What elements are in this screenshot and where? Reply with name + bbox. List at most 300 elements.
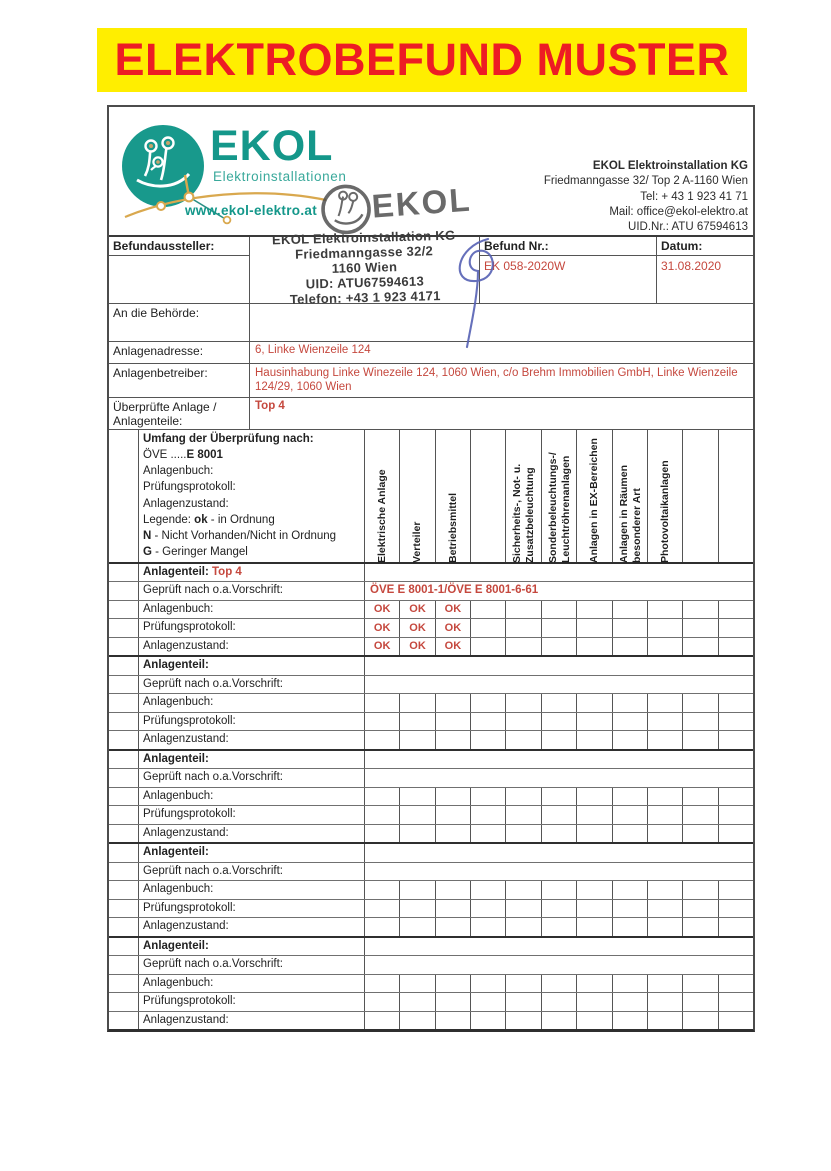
section-row-anlagenzustand [109,917,753,936]
check-cell [613,619,648,637]
anlagenteil-section-2 [109,655,753,749]
gepruft-value-cell [365,676,753,694]
gepruft-value-cell [365,769,753,787]
stamp-line: EKOL Elektroinstallation KG [271,227,456,248]
check-cell [542,619,577,637]
check-cell [471,601,506,619]
check-cell [613,825,648,843]
check-cell [542,731,577,749]
check-cell [365,993,400,1011]
check-cell [542,601,577,619]
anlagenteil-label: Anlagenteil: [143,565,209,578]
company-name: EKOL Elektroinstallation KG [592,160,748,172]
section-row-anlagenteil [109,938,753,956]
check-cell [506,806,541,824]
pruefungsprotokoll-label: Prüfungsprotokoll: [139,713,365,731]
check-cell [719,788,753,806]
check-cell [577,825,612,843]
check-cell [365,825,400,843]
pruefungsprotokoll-cells [365,993,753,1011]
check-cell [506,918,541,936]
company-stamp [249,227,480,308]
anlagenteil-label: Anlagenteil: [143,752,209,765]
check-cell [648,881,683,899]
margin-strip [109,788,139,806]
check-cell [577,788,612,806]
check-column-9 [648,430,683,562]
check-cell [719,619,753,637]
anlagenbuch-label: Anlagenbuch: [139,788,365,806]
check-cell [613,975,648,993]
check-cell [365,788,400,806]
check-cell [613,713,648,731]
margin-strip [109,731,139,749]
befund-nr-label: Befund Nr.: [480,237,656,256]
check-cell [471,900,506,918]
margin-strip [109,619,139,637]
margin-strip [109,956,139,974]
anlagenbetreiber-label: Anlagenbetreiber: [109,364,250,397]
section-row-pruefungsprotokoll [109,805,753,824]
check-cell [436,993,471,1011]
check-cell [719,900,753,918]
check-column-10 [683,430,718,562]
ueberpruefte-anlage-label: Überprüfte Anlage / Anlagenteile: [109,398,250,429]
check-cell [436,694,471,712]
check-cell [506,993,541,1011]
check-cell [683,694,718,712]
check-cell [613,918,648,936]
anlagenzustand-cells [365,825,753,843]
umfang-anlagenbuch: Anlagenbuch: [143,465,214,478]
check-cell [648,993,683,1011]
check-column-label [720,434,753,565]
margin-strip [109,825,139,843]
check-cell: OK [365,619,400,637]
check-cell [400,825,435,843]
befund-nr-value: EK 058-2020W [484,259,566,273]
check-cell [613,993,648,1011]
margin-strip [109,844,139,862]
margin-strip [109,564,139,582]
company-address-block [544,159,748,235]
check-cell [400,1012,435,1030]
section-row-gepruft [109,768,753,787]
check-cell [648,900,683,918]
check-cell [471,713,506,731]
check-column-label: Elektrische Anlage [376,469,389,563]
check-cell [400,881,435,899]
check-column-label: Sonderbeleuchtungs-/ Leuchtröhrenanlagen [546,452,572,563]
margin-strip [109,1012,139,1030]
anlagenteil-label: Anlagenteil: [143,939,209,952]
margin-strip [109,881,139,899]
check-cell [436,1012,471,1030]
gepruft-value-cell [365,863,753,881]
check-cell [648,619,683,637]
section-row-pruefungsprotokoll [109,992,753,1011]
anlagenteil-label-cell [139,657,365,675]
check-cell [436,881,471,899]
datum-value: 31.08.2020 [661,259,722,273]
stamp-line: UID: ATU67594613 [305,273,425,292]
section-row-gepruft [109,675,753,694]
gepruft-value-cell: ÖVE E 8001-1/ÖVE E 8001-6-61 [370,584,539,596]
section-row-anlagenbuch [109,787,753,806]
check-column-6 [542,430,577,562]
anlagenteil-value-cell [365,657,753,675]
check-cell [506,788,541,806]
check-cell [683,825,718,843]
margin-strip [109,713,139,731]
check-cell [436,975,471,993]
check-cell [471,731,506,749]
check-cell [683,975,718,993]
anlagenteil-value-cell [365,564,753,582]
check-cell [577,694,612,712]
check-column-3 [436,430,471,562]
behoerde-value [250,304,753,341]
ekol-logo-subtitle: Elektroinstallationen [213,169,347,184]
check-cell [400,975,435,993]
pruefungsprotokoll-label: Prüfungsprotokoll: [139,993,365,1011]
check-cell [400,694,435,712]
check-cell [471,638,506,656]
check-cell [648,788,683,806]
check-column-7 [577,430,612,562]
check-cell [542,806,577,824]
check-cell: OK [436,619,471,637]
check-cell [506,900,541,918]
pruefungsprotokoll-cells [365,900,753,918]
check-cell [542,694,577,712]
section-row-anlagenteil [109,657,753,675]
check-cell [471,788,506,806]
legend-label: Legende: [143,513,195,526]
anlagenteil-value-cell [365,751,753,769]
check-cell [648,1012,683,1030]
section-row-pruefungsprotokoll [109,618,753,637]
check-column-8 [613,430,648,562]
anlagenadresse-value: 6, Linke Wienzeile 124 [255,344,371,357]
check-cell [365,881,400,899]
check-cell [506,1012,541,1030]
datum-cell [657,237,753,303]
margin-strip [109,806,139,824]
margin-strip [109,900,139,918]
check-cell [506,694,541,712]
margin-strip [109,975,139,993]
check-cell [471,881,506,899]
befundaussteller-label: Befundaussteller: [109,237,249,256]
company-uid: UID.Nr.: ATU 67594613 [628,221,748,234]
legend-g-line [143,544,360,560]
pruefungsprotokoll-cells [365,806,753,824]
check-cell [683,918,718,936]
section-row-anlagenzustand [109,1011,753,1030]
check-cell [613,694,648,712]
gepruft-label: Geprüft nach o.a.Vorschrift: [139,676,365,694]
anlagenteil-label-cell [139,844,365,862]
check-cell [683,788,718,806]
check-cell [648,601,683,619]
check-cell [365,713,400,731]
gepruft-value-cell [365,956,753,974]
check-cell [542,900,577,918]
check-cell [365,918,400,936]
check-cell [400,806,435,824]
check-cell [577,918,612,936]
check-column-label: Betriebsmittel [446,492,459,563]
check-cell [400,993,435,1011]
check-cell [683,806,718,824]
check-cell [471,1012,506,1030]
check-cell [613,638,648,656]
section-row-anlagenzustand [109,824,753,843]
pruefungsprotokoll-cells [365,713,753,731]
check-cell: OK [400,619,435,637]
ueberpruefte-anlage-value: Top 4 [255,399,285,412]
section-row-anlagenbuch [109,600,753,619]
check-cell [542,918,577,936]
check-cell [436,731,471,749]
company-mail: Mail: office@ekol-elektro.at [609,205,748,218]
check-column-label: Anlagen in EX-Bereichen [588,438,601,563]
check-cell [719,638,753,656]
margin-strip [109,993,139,1011]
row-anlagenbetreiber [109,364,753,398]
check-cell [506,731,541,749]
check-cell [506,825,541,843]
check-cell [365,731,400,749]
check-cell [613,900,648,918]
check-cell [648,638,683,656]
anlagenbuch-cells [365,788,753,806]
margin-strip [109,676,139,694]
anlagenbuch-label: Anlagenbuch: [139,601,365,619]
check-cell [471,694,506,712]
section-row-pruefungsprotokoll [109,712,753,731]
stamp-cell [250,227,480,307]
check-column-2 [400,430,435,562]
check-cell [471,806,506,824]
check-cell [648,806,683,824]
anlagenzustand-cells [365,638,753,656]
check-cell [542,1012,577,1030]
check-cell [471,975,506,993]
check-cell [613,731,648,749]
anlagenzustand-cells [365,918,753,936]
check-cell [648,975,683,993]
anlagenbuch-label: Anlagenbuch: [139,881,365,899]
oeve-norm: E 8001 [186,449,223,462]
check-cell [400,788,435,806]
check-cell [577,806,612,824]
check-cell [365,900,400,918]
anlagenteil-value-cell [365,844,753,862]
anlagenteil-label-cell [139,564,365,582]
legend-n-text: - Nicht Vorhanden/Nicht in Ordnung [151,530,337,543]
check-cell [613,601,648,619]
pruefungsprotokoll-cells [365,619,753,637]
check-cell [471,825,506,843]
section-row-anlagenzustand [109,637,753,656]
section-row-anlagenteil [109,751,753,769]
check-cell [613,806,648,824]
pruefungsprotokoll-label: Prüfungsprotokoll: [139,900,365,918]
company-phone: Tel: + 43 1 923 41 71 [640,190,748,203]
check-column-label: Sicherheits-, Not- u. Zusatzbeleuchtung [511,463,536,563]
gepruft-label: Geprüft nach o.a.Vorschrift: [139,582,365,600]
legend-ok-text: - in Ordnung [207,513,275,526]
anlagenbetreiber-value: Hausinhabung Linke Winezeile 124, 1060 Wien, c/o Brehm Immobilien GmbH, Linke Wienzeile 124/29, 1060 Wien [255,366,738,394]
check-cell [506,601,541,619]
check-cell: OK [436,638,471,656]
check-cell [365,694,400,712]
margin-strip [109,601,139,619]
margin-strip [109,638,139,656]
check-column-label [472,434,505,565]
margin-strip [109,769,139,787]
check-cell [400,918,435,936]
check-cell [365,806,400,824]
anlagenbuch-label: Anlagenbuch: [139,694,365,712]
pruefungsprotokoll-label: Prüfungsprotokoll: [139,806,365,824]
gepruft-label: Geprüft nach o.a.Vorschrift: [139,863,365,881]
check-cell: OK [400,601,435,619]
check-cell [719,1012,753,1030]
check-cell [648,731,683,749]
check-cell [683,881,718,899]
anlagenteil-section-1 [109,562,753,656]
section-row-gepruft [109,581,753,600]
umfang-legend [139,430,365,562]
check-cell [613,881,648,899]
check-cell [577,1012,612,1030]
anlagenzustand-label: Anlagenzustand: [139,731,365,749]
check-cell [577,638,612,656]
check-cell [577,713,612,731]
stamp-line: 1160 Wien [331,259,398,276]
check-cell: OK [436,601,471,619]
anlagenteil-section-5 [109,936,753,1030]
company-street: Friedmanngasse 32/ Top 2 A-1160 Wien [543,175,748,188]
check-cell [506,638,541,656]
check-cell [471,993,506,1011]
check-column-5 [506,430,541,562]
legend-ok-key: ok [194,513,208,526]
check-cell [542,993,577,1011]
check-cell [436,788,471,806]
oeve-prefix: ÖVE ..... [143,449,187,462]
check-cell [400,731,435,749]
check-column-label: Photovoltaikanlagen [659,460,672,563]
anlagenteil-value: Top 4 [208,565,242,578]
check-cell [577,993,612,1011]
check-cell [506,881,541,899]
check-column-1 [365,430,400,562]
check-column-label: Anlagen in Räumen besonderer Art [617,464,643,563]
margin-strip [109,938,139,956]
legend-g-text: - Geringer Mangel [151,546,248,559]
check-cell [577,731,612,749]
gepruft-label: Geprüft nach o.a.Vorschrift: [139,769,365,787]
letterhead [109,107,753,235]
check-column-label [684,434,717,565]
check-cell [577,601,612,619]
check-cell [719,918,753,936]
sample-banner-title: ELEKTROBEFUND MUSTER [114,34,730,85]
check-column-11 [719,430,753,562]
section-row-anlagenbuch [109,693,753,712]
anlagenzustand-cells [365,731,753,749]
anlagenzustand-label: Anlagenzustand: [139,1012,365,1030]
befund-nr-cell [480,237,657,303]
check-cell [542,788,577,806]
befundaussteller-cell [109,237,250,303]
section-row-gepruft [109,862,753,881]
check-cell [471,619,506,637]
check-cell [400,900,435,918]
datum-label: Datum: [657,237,753,256]
check-cell [648,713,683,731]
margin-strip [109,863,139,881]
check-cell [719,881,753,899]
ekol-logo-wordmark: EKOL [210,122,334,170]
anlagenadresse-label: Anlagenadresse: [109,342,250,363]
check-cell [683,900,718,918]
check-cell [542,638,577,656]
check-cell [542,825,577,843]
row-umfang [109,430,753,562]
check-cell [436,713,471,731]
anlagenbuch-cells [365,975,753,993]
check-column-label: Verteiler [411,521,424,563]
check-cell: OK [365,601,400,619]
check-cell [577,975,612,993]
check-cell [719,601,753,619]
row-behoerde [109,304,753,342]
anlagenteil-label-cell [139,938,365,956]
check-cell [436,918,471,936]
section-row-pruefungsprotokoll [109,899,753,918]
legend-n-key: N [143,530,152,543]
check-cell [506,619,541,637]
umfang-zustand: Anlagenzustand: [143,497,229,510]
anlagenteil-section-3 [109,749,753,843]
check-cell [683,638,718,656]
check-cell [719,694,753,712]
anlagenbuch-cells [365,881,753,899]
anlagenteil-section-4 [109,842,753,936]
check-columns [365,430,753,562]
grey-stamp-logo-wordmark: EKOL [370,180,473,225]
sections [109,562,753,1030]
check-cell [542,713,577,731]
umfang-title: Umfang der Überprüfung nach: [143,432,314,445]
legend-n-line [143,528,360,544]
ekol-website-text: www.ekol-elektro.at [185,203,317,218]
margin-strip [109,582,139,600]
section-row-anlagenteil [109,564,753,582]
anlagenteil-label-cell [139,751,365,769]
stamp-line: Telefon: +43 1 923 4171 [289,288,441,307]
umfang-protokoll: Prüfungsprotokoll: [143,481,236,494]
check-cell [683,731,718,749]
anlagenbuch-label: Anlagenbuch: [139,975,365,993]
margin-strip [109,751,139,769]
stamp-line: Friedmanngasse 32/2 [294,243,434,262]
